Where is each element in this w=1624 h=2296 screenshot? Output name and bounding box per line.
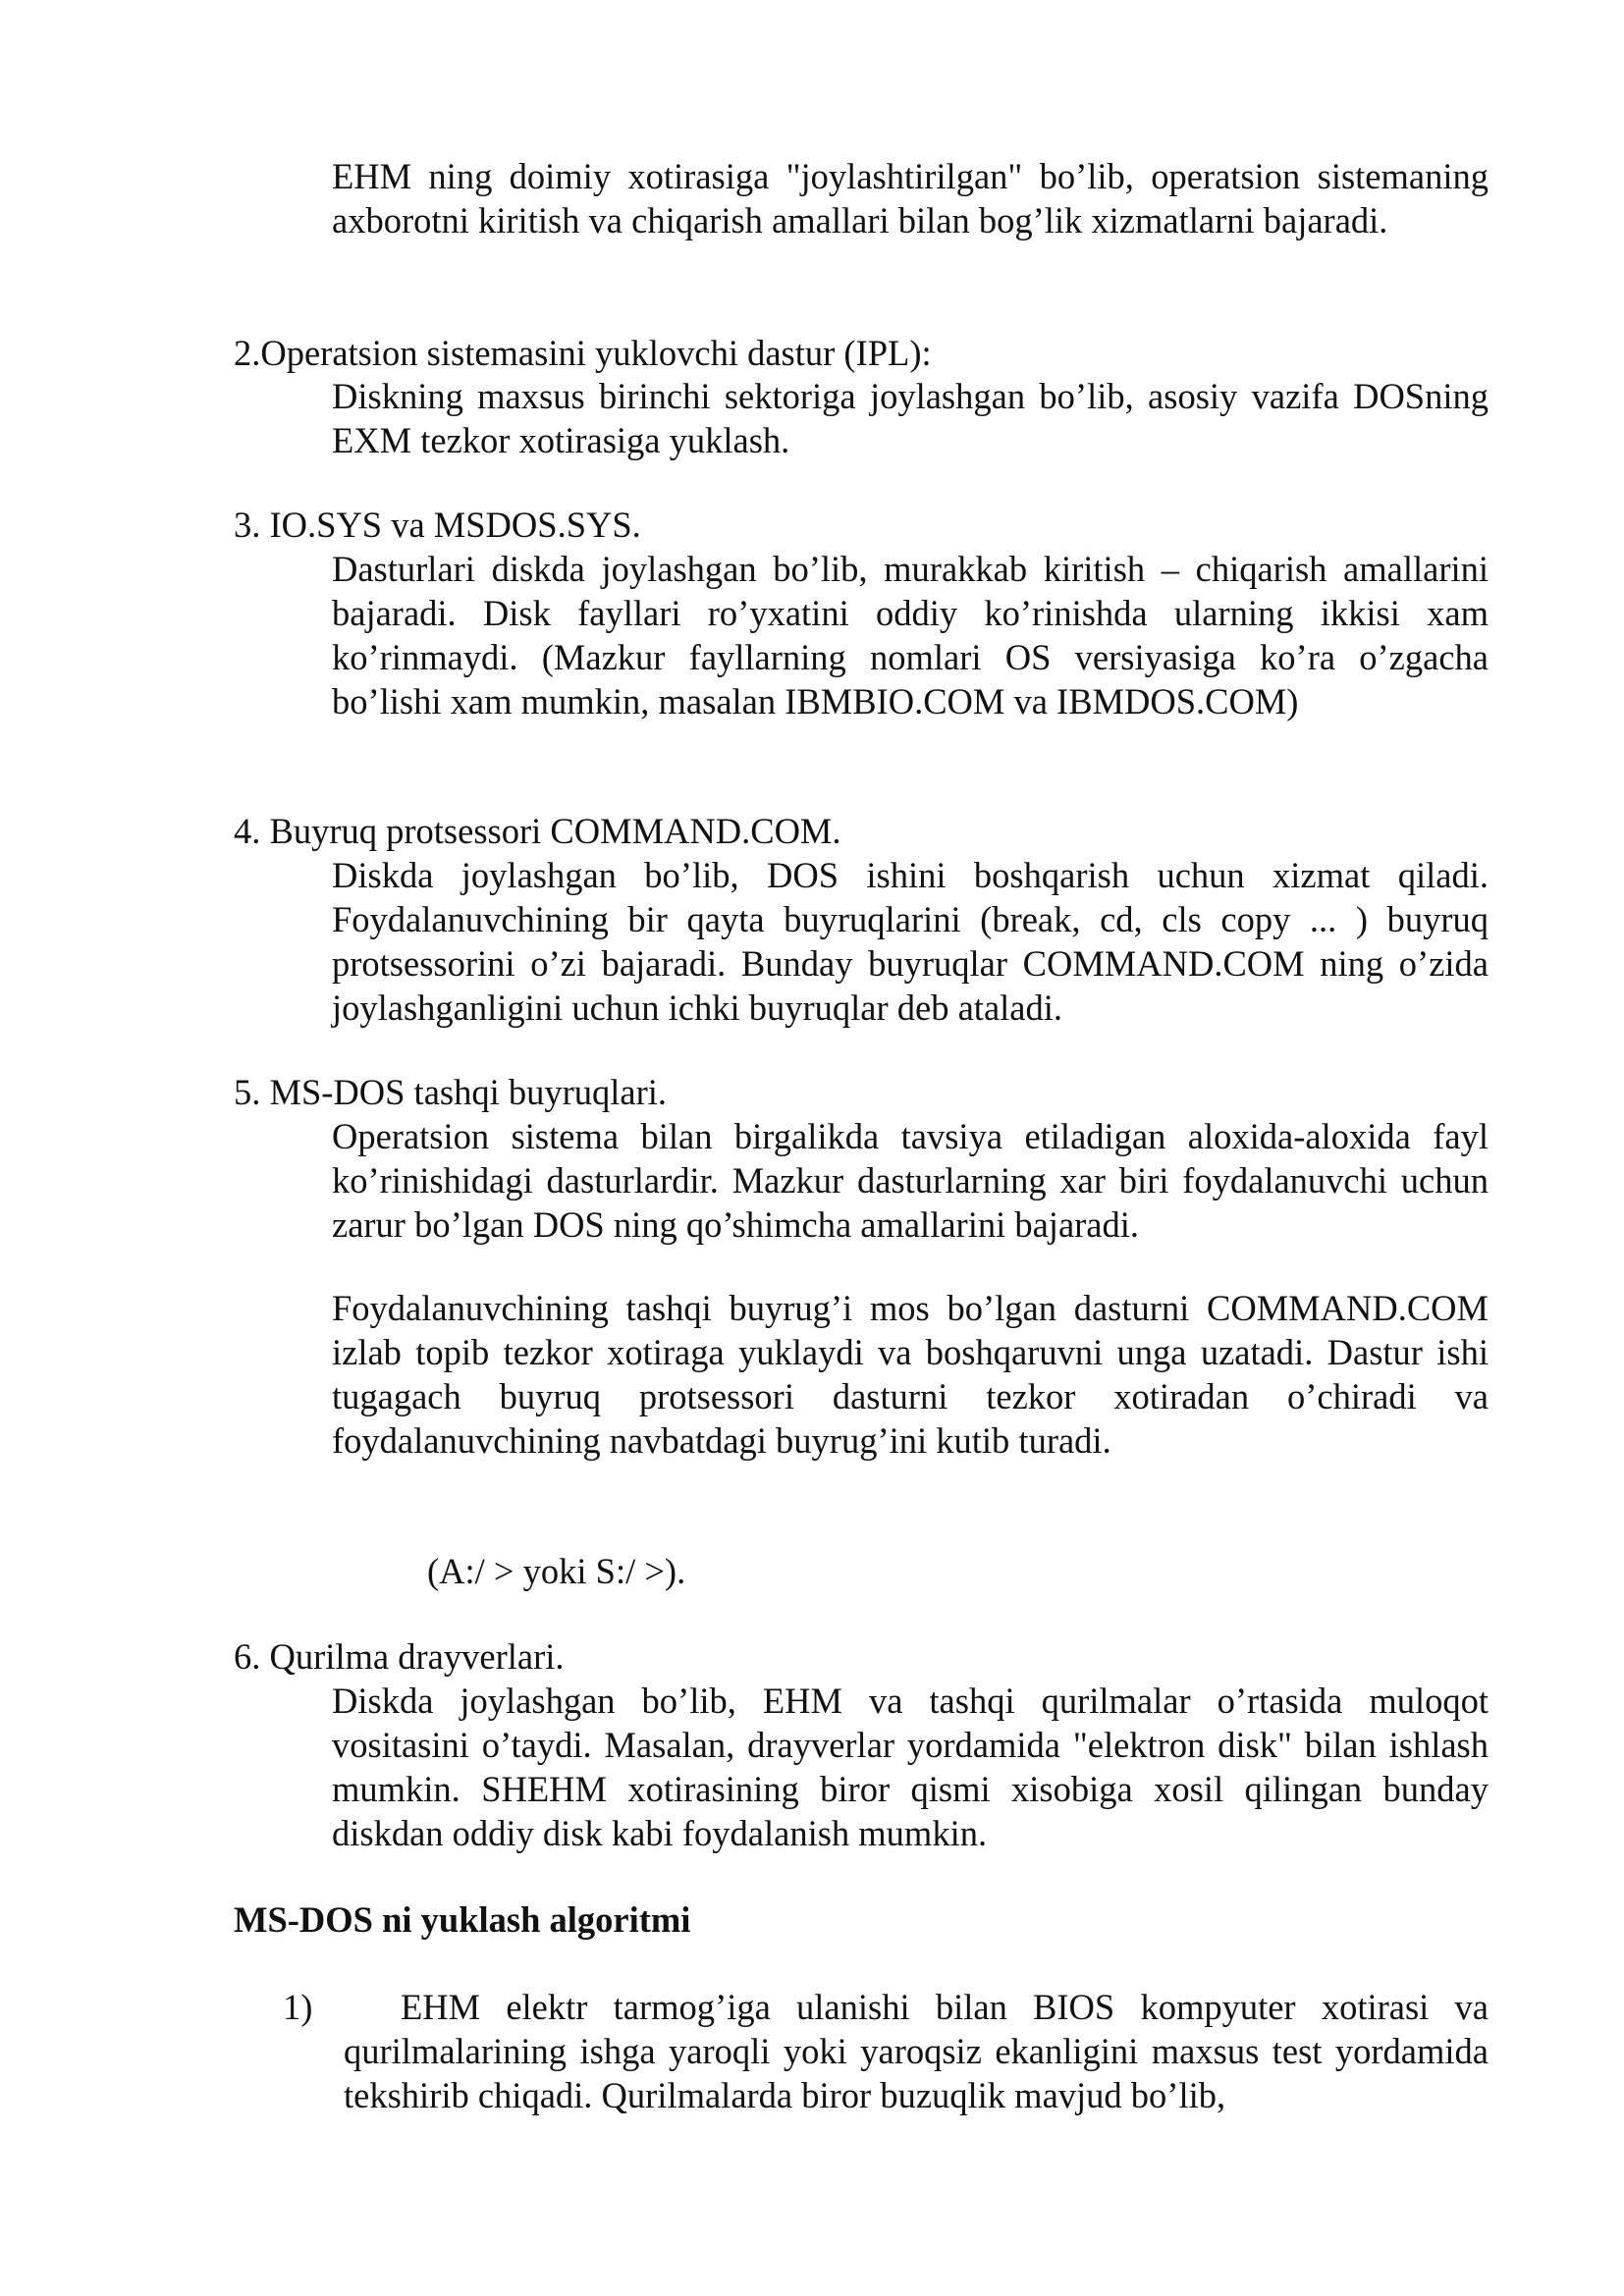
item-paragraph-ipl: Diskning maxsus birinchi sektoriga joylashgan bo’lib, asosiy vazifa DOSning EXM tezkor xotirasiga yuklash. <box>332 376 1489 460</box>
section-title: MS-DOS ni yuklash algoritmi <box>234 1899 691 1940</box>
item-heading-io-sys: 3. IO.SYS va MSDOS.SYS. <box>234 505 641 545</box>
list-item-text: EHM elektr tarmog’iga ulanishi bilan BIOS kompyuter xotirasi va qurilmalarining ishga yaroqli yoki yaroqsiz ekanligini maxsus test yordamida tekshirib chiqadi. Qurilmalarda biror buzuqlik mavjud bo’lib, <box>344 1987 1489 2115</box>
item-paragraph-drivers: Diskda joylashgan bo’lib, EHM va tashqi qurilmalar o’rtasida muloqot vositasini o’taydi. Masalan, drayverlar yordamida "elektron disk" bilan ishlash mumkin. SHEHM xotirasining biror qismi xisobiga xosil qilingan bunday diskdan oddiy disk kabi foydalanish mumkin. <box>332 1681 1489 1853</box>
item-heading-external-commands: 5. MS-DOS tashqi buyruqlari. <box>234 1072 668 1112</box>
item-paragraph-external-commands-1: Operatsion sistema bilan birgalikda tavsiya etiladigan aloxida-aloxida fayl ko’rinishidagi dasturlardir. Mazkur dasturlarning xar biri foydalanuvchi uchun zarur bo’lgan DOS ning qo’shimcha amallarini bajaradi. <box>332 1116 1489 1245</box>
prompt-example: (A:/ > yoki S:/ >). <box>427 1551 686 1591</box>
item-paragraph-external-commands-2: Foydalanuvchining tashqi buyrug’i mos bo’lgan dasturni COMMAND.COM izlab topib tezkor xotiraga yuklaydi va boshqaruvni unga uzatadi. Dastur ishi tugagach buyruq protsessori dasturni tezkor xotiradan o’chiradi va foydalanuvchining navbatdagi buyrug’ini kutib turadi. <box>332 1288 1489 1461</box>
item-heading-ipl: 2.Operatsion sistemasini yuklovchi dastur (IPL): <box>234 333 932 373</box>
item-heading-command-com: 4. Buyruq protsessori COMMAND.COM. <box>234 811 841 851</box>
intro-paragraph: EHM ning doimiy xotirasiga "joylashtirilgan" bo’lib, operatsion sistemaning axborotni kiritish va chiqarish amallari bilan bog’lik xizmatlarni bajaradi. <box>332 156 1489 240</box>
item-paragraph-command-com: Diskda joylashgan bo’lib, DOS ishini boshqarish uchun xizmat qiladi. Foydalanuvchining bir qayta buyruqlarini (break, cd, cls copy ... ) buyruq protsessorini o’zi bajaradi. Bunday buyruqlar COMMAND.COM ning o’zida joylashganligini uchun ichki buyruqlar deb ataladi. <box>332 855 1489 1028</box>
item-heading-drivers: 6. Qurilma drayverlari. <box>234 1636 565 1677</box>
list-item-number: 1) <box>283 1987 313 2027</box>
item-paragraph-io-sys: Dasturlari diskda joylashgan bo’lib, murakkab kiritish – chiqarish amallarini bajaradi. Disk fayllari ro’yxatini oddiy ko’rinishda ularning ikkisi xam ko’rinmaydi. (Mazkur fayllarning nomlari OS versiyasiga ko’ra o’zgacha bo’lishi xam mumkin, masalan IBMBIO.COM va IBMDOS.COM) <box>332 549 1489 721</box>
